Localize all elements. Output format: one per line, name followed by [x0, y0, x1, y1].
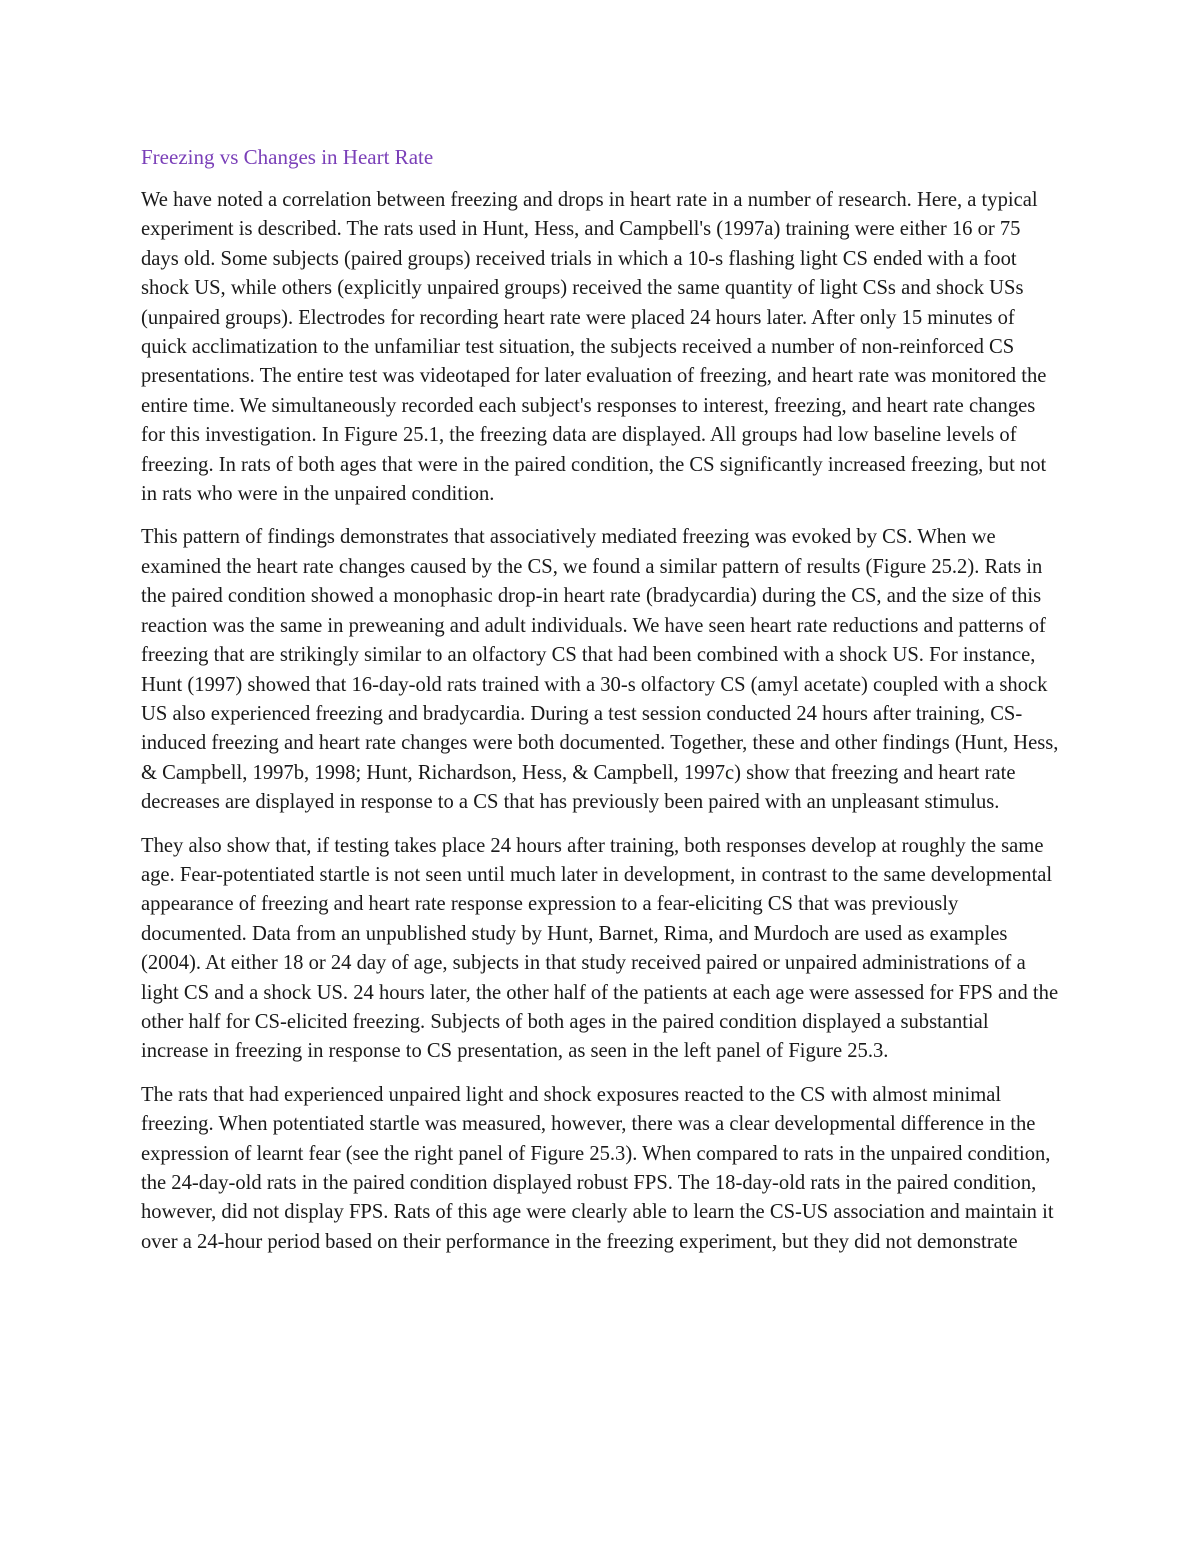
- paragraph: The rats that had experienced unpaired light and shock exposures reacted to the CS with almost minimal freezing. When potentiated startle was measured, however, there was a clear developmental difference in the expression of learnt fear (see the right panel of Figure 25.3). When compared to rats in the unpaired condition, the 24-day-old rats in the paired condition displayed robust FPS. The 18-day-old rats in the paired condition, however, did not display FPS. Rats of this age were clearly able to learn the CS-US association and maintain it over a 24-hour period based on their performance in the freezing experiment, but they did not demonstrate: [141, 1083, 1054, 1253]
- paragraph: We have noted a correlation between freezing and drops in heart rate in a number of research. Here, a typical experiment is described. The rats used in Hunt, Hess, and Campbell's (1997a) training were either 16 or 75 days old. Some subjects (paired groups) received trials in which a 10-s flashing light CS ended with a foot shock US, while others (explicitly unpaired groups) received the same quantity of light CSs and shock USs (unpaired groups). Electrodes for recording heart rate were placed 24 hours later. After only 15 minutes of quick acclimatization to the unfamiliar test situation, the subjects received a number of non-reinforced CS presentations. The entire test was videotaped for later evaluation of freezing, and heart rate was monitored the entire time. We simultaneously recorded each subject's responses to interest, freezing, and heart rate changes for this investigation. In Figure 25.1, the freezing data are displayed. All groups had low baseline levels of freezing. In rats of both ages that were in the paired condition, the CS significantly increased freezing, but not in rats who were in the unpaired condition.: [141, 189, 1047, 506]
- paragraph: They also show that, if testing takes place 24 hours after training, both responses develop at roughly the same age. Fear-potentiated startle is not seen until much later in development, in contrast to the same developmental appearance of freezing and heart rate response expression to a fear-eliciting CS that was previously documented. Data from an unpublished study by Hunt, Barnet, Rima, and Murdoch are used as examples (2004). At either 18 or 24 day of age, subjects in that study received paired or unpaired administrations of a light CS and a shock US. 24 hours later, the other half of the patients at each age were assessed for FPS and the other half for CS-elicited freezing. Subjects of both ages in the paired condition displayed a substantial increase in freezing in response to CS presentation, as seen in the left panel of Figure 25.3.: [141, 834, 1059, 1063]
- section-heading: Freezing vs Changes in Heart Rate: [141, 145, 434, 169]
- document-body: [141, 143, 1061, 1271]
- paragraph: This pattern of findings demonstrates that associatively mediated freezing was evoked by CS. When we examined the heart rate changes caused by the CS, we found a similar pattern of results (Figure 25.2). Rats in the paired condition showed a monophasic drop-in heart rate (bradycardia) during the CS, and the size of this reaction was the same in preweaning and adult individuals. We have seen heart rate reductions and patterns of freezing that are strikingly similar to an olfactory CS that had been combined with a shock US. For instance, Hunt (1997) showed that 16-day-old rats trained with a 30-s olfactory CS (amyl acetate) coupled with a shock US also experienced freezing and bradycardia. During a test session conducted 24 hours after training, CS-induced freezing and heart rate changes were both documented. Together, these and other findings (Hunt, Hess, & Campbell, 1997b, 1998; Hunt, Richardson, Hess, & Campbell, 1997c) show that freezing and heart rate decreases are displayed in response to a CS that has previously been paired with an unpleasant stimulus.: [141, 526, 1059, 814]
